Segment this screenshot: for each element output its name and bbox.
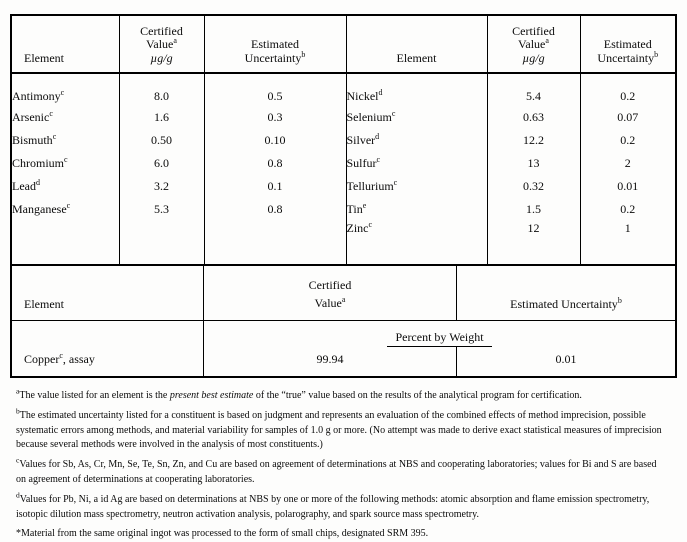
assay-certified-value-cell: 99.94 [204, 347, 457, 376]
table-row: Lead$^d$ 3.2 0.1 Tellurium$^c$ 0.32 0.01 [12, 175, 675, 198]
header-certified-value-left: Certified Value$^a$ µg/g [119, 16, 204, 73]
table-row: Bismuth$^c$ 0.50 0.10 Silver$^d$ 12.2 0.2 [12, 129, 675, 152]
footnote-star: *Material from the same original ingot was processed to the form of small chips, designated SRM 395. [16, 528, 429, 540]
assay-value-section [12, 320, 675, 376]
table-header-row [12, 16, 675, 73]
footnote-a: $^a$The value listed for an element is the present best estimate of the “true” value based on the results of the analytical program for certification. [16, 386, 582, 401]
header-certified-value-right: Certified Value$^a$ µg/g [487, 16, 580, 73]
assay-header-section [12, 264, 675, 320]
header-element-left: Element [12, 16, 119, 73]
trace-elements-table [12, 16, 675, 264]
footnote-d: $^d$Values for Pb, Ni, a id Ag are based on determinations at NBS by one or more of the following methods: atomic absorption and flame emission spectrometry, isotopic dilution mass spectrometry, neutron activation analysis, polarography, and spark source mass spectrometry. [16, 490, 650, 520]
table-row: Arsenic$^c$ 1.6 0.3 Selenium$^c$ 0.63 0.07 [12, 106, 675, 129]
percent-by-weight-heading: Percent by Weight [204, 321, 675, 347]
assay-header-certified-value: Certified Value$^a$ [204, 266, 457, 320]
table-row: Antimony$^c$ 8.0 0.5 Nickel$^d$ 5.4 0.2 [12, 73, 675, 106]
table-row: Zinc$^c$ 12 1 [12, 221, 675, 264]
footnote-b: $^b$The estimated uncertainty listed for a constituent is based on judgment and represents an evaluation of the combined effects of method imprecision, possible systematic errors among methods, and material variability for samples of 1.0 g or more. (No attempt was made to derive exact statistical measures of imprecision because several methods were involved in the analysis of most constituents.) [16, 406, 662, 451]
header-estimated-uncertainty-left: Estimated Uncertainty$^b$ [204, 16, 346, 73]
header-element-right: Element [346, 16, 487, 73]
header-estimated-uncertainty-right: Estimated Uncertainty$^b$ [580, 16, 675, 73]
footnotes [16, 386, 669, 542]
assay-uncertainty-cell: 0.01 [555, 352, 577, 366]
assay-header-element: Element [12, 266, 204, 320]
table-row: Chromium$^c$ 6.0 0.8 Sulfur$^c$ 13 2 [12, 152, 675, 175]
assay-header-estimated-uncertainty: Estimated Uncertainty$^b$ [510, 296, 622, 311]
footnote-c: $^c$Values for Sb, As, Cr, Mn, Se, Te, Sn, Zn, and Cu are based on agreement of determinations at NBS and cooperating laboratories; values for Bi and S are based on agreement of determinations at cooperating laboratories. [16, 455, 657, 485]
certified-values-table [10, 14, 677, 378]
table-row: Manganese$^c$ 5.3 0.8 Tin$^e$ 1.5 0.2 [12, 198, 675, 221]
assay-element-cell: Copper$^c$, assay [12, 321, 204, 376]
